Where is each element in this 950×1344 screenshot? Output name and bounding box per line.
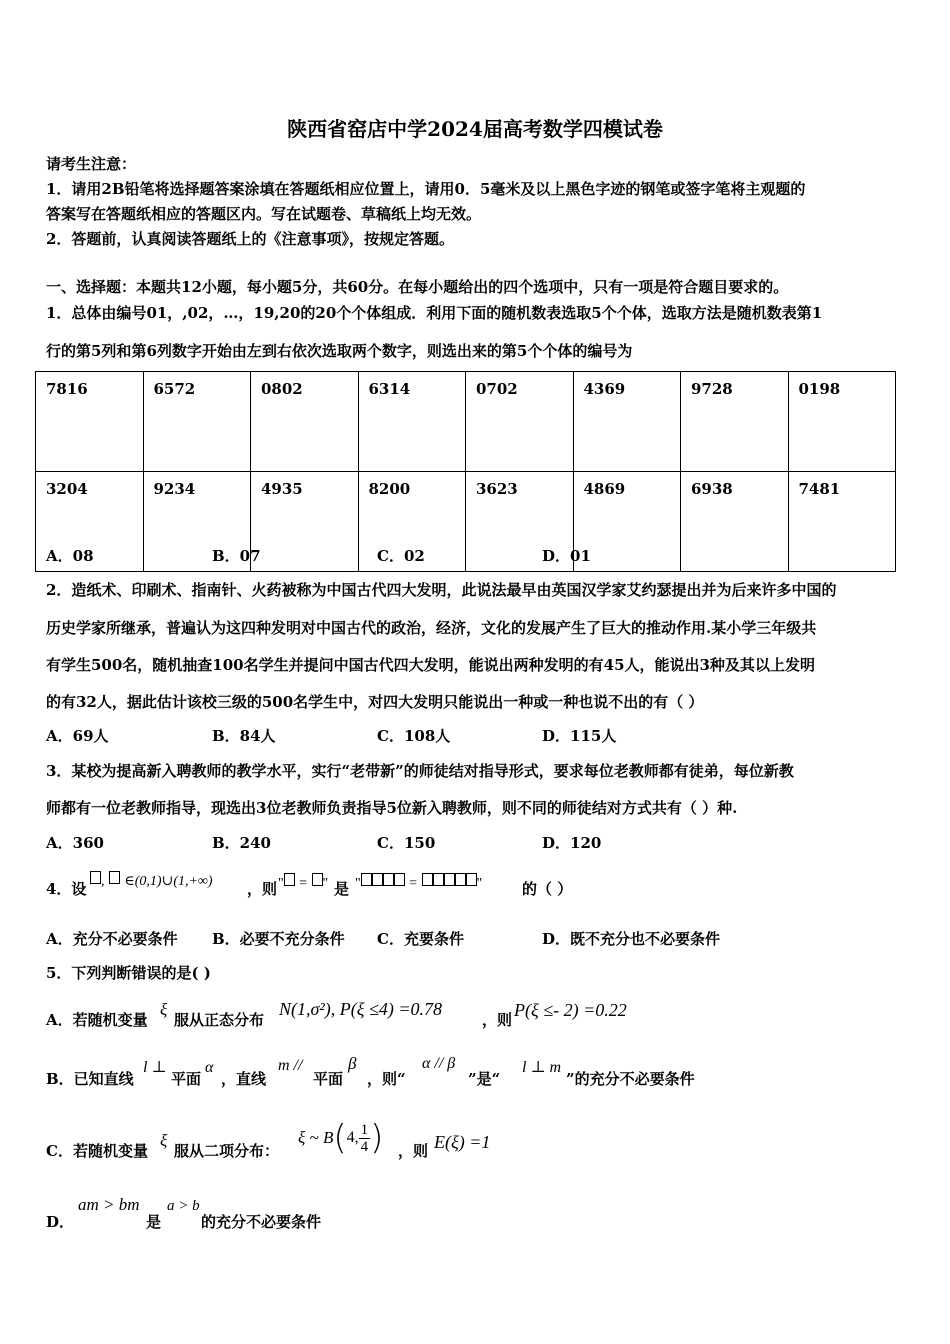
q5-b-text-5: ，则“ (367, 1070, 406, 1088)
q1-line-1: 1．总体由编号01，,02，…，19,20的20个个体组成．利用下面的随机数表选取5个个体，选取方法是随机数表第1 (46, 304, 823, 322)
q2-line-2: 历史学家所继承，普遍认为这四种发明对中国古代的政治，经济，文化的发展产生了巨大的推动作用.某小学三年级共 (46, 619, 817, 637)
binomial-fraction (359, 1122, 371, 1155)
alpha-parallel-beta: α // β (422, 1055, 456, 1072)
notice-line-2: 答案写在答题纸相应的答题区内。写在试题卷、草稿纸上均无效。 (46, 205, 482, 223)
q4-option-d: D．既不充分也不必要条件 (542, 930, 721, 948)
q5-d-text-3: 的充分不必要条件 (201, 1213, 322, 1231)
q5-d-text-1: D． (46, 1213, 75, 1231)
notice-line-1: 1．请用2B铅笔将选择题答案涂填在答题纸相应位置上，请用0．5毫米及以上黑色字迹的钢笔或签字笔将主观题的 (46, 180, 806, 198)
table-cell: 6572 (143, 372, 251, 472)
q3-line-2: 师都有一位老教师指导，现选出3位老教师负责指导5位新入聘教师，则不同的师徒结对方式共有（ ）种. (46, 799, 738, 817)
q4-suffix: 的（ ） (522, 880, 573, 898)
q1-option-d: D．01 (542, 547, 591, 565)
q5-a-formula-1: N(1,σ²), P(ξ ≤4) =0.78 (279, 999, 442, 1019)
q2-line-4: 的有32人，据此估计该校三级的500名学生中，对四大发明只能说出一种或一种也说不出的有（ ） (46, 693, 704, 711)
q5-stem: 5．下列判断错误的是( ) (46, 964, 211, 982)
q5-b-text-6: ”是“ (468, 1070, 501, 1088)
q3-line-1: 3．某校为提高新入聘教师的教学水平，实行“老带新”的师徒结对指导形式，要求每位老教师都有徒弟，每位新教 (46, 762, 794, 780)
q4-condition: , ∈(0,1)∪(1,+∞) (90, 871, 213, 890)
q4-mid-2: 是 (334, 880, 350, 898)
q4-prefix: 4．设 (46, 880, 87, 898)
table-cell: 7816 (36, 372, 144, 472)
notice-line-3: 2．答题前，认真阅读答题纸上的《注意事项》，按规定答题。 (46, 230, 454, 248)
table-cell: 0802 (251, 372, 359, 472)
beta-symbol: β (348, 1054, 357, 1073)
q5-a-text-2: 服从正态分布 (174, 1011, 265, 1029)
alpha-symbol: α (205, 1059, 214, 1076)
table-cell: 6938 (681, 472, 789, 572)
section-heading: 一、选择题：本题共12小题，每小题5分，共60分。在每小题给出的四个选项中，只有一项是符合题目要求的。 (46, 278, 789, 296)
table-cell: 3623 (466, 472, 574, 572)
notice-heading: 请考生注意： (46, 155, 137, 173)
q4-option-a: A．充分不必要条件 (46, 930, 178, 948)
q5-c-formula: E(ξ) =1 (434, 1132, 491, 1152)
q4-mid-1: ，则 (247, 880, 278, 898)
xi-symbol: ξ (160, 1131, 168, 1150)
table-cell: 4869 (573, 472, 681, 572)
q1-line-2: 行的第5列和第6列数字开始由左到右依次选取两个数字，则选出来的第5个个体的编号为 (46, 342, 633, 360)
table-cell: 7481 (788, 472, 896, 572)
table-row (36, 372, 896, 472)
q2-option-b: B．84人 (212, 727, 276, 745)
fraction-numerator: 1 (360, 1121, 369, 1138)
q5-a-text-3: ，则 (482, 1011, 513, 1029)
q3-option-a: A．360 (46, 834, 104, 852)
q5-a-formula-2: P(ξ ≤- 2) =0.22 (514, 1000, 627, 1020)
l-perp-m: l ⊥ m (522, 1059, 562, 1076)
table-cell: 9728 (681, 372, 789, 472)
table-cell: 0198 (788, 372, 896, 472)
q2-line-1: 2．造纸术、印刷术、指南针、火药被称为中国古代四大发明，此说法最早由英国汉学家艾约瑟提出并为后来许多中国的 (46, 581, 837, 599)
q1-option-b: B．07 (212, 547, 261, 565)
q2-option-c: C．108人 (377, 727, 451, 745)
q5-d-formula-2: a > b (167, 1198, 200, 1214)
q3-option-d: D．120 (542, 834, 602, 852)
q5-b-text-2: 平面 (171, 1070, 202, 1088)
q2-line-3: 有学生500名，随机抽查100名学生并提问中国古代四大发明，能说出两种发明的有45人，能说出3种及其以上发明 (46, 656, 815, 674)
table-cell: 8200 (358, 472, 466, 572)
q5-b-text-3: ，直线 (221, 1070, 267, 1088)
q5-b-text-4: 平面 (313, 1070, 344, 1088)
q5-c-text-3: ，则 (398, 1142, 429, 1160)
q5-c-text-2: 服从二项分布： (174, 1142, 280, 1160)
q3-option-b: B．240 (212, 834, 271, 852)
fraction-denominator: 4 (360, 1138, 369, 1155)
q4-formula-2: " = " (355, 873, 482, 892)
binomial-formula: ξ ~ B ( 4, $\frac{1}{4}$ ) (298, 1118, 384, 1158)
table-cell: 3204 (36, 472, 144, 572)
table-cell: 9234 (143, 472, 251, 572)
random-number-table (35, 371, 896, 572)
table-cell: 0702 (466, 372, 574, 472)
q3-option-c: C．150 (377, 834, 436, 852)
q5-c-text-1: C．若随机变量 (46, 1142, 148, 1160)
line-l-perp-symbol: l ⊥ (143, 1059, 167, 1076)
table-cell: 4369 (573, 372, 681, 472)
q2-option-a: A．69人 (46, 727, 109, 745)
q5-b-text-7: ”的充分不必要条件 (566, 1070, 695, 1088)
q5-d-text-2: 是 (146, 1213, 162, 1231)
page-title: 陕西省窑店中学2024届高考数学四模试卷 (287, 117, 663, 141)
line-m-parallel-symbol: m // (278, 1057, 303, 1074)
table-cell: 4935 (251, 472, 359, 572)
q1-option-c: C．02 (377, 547, 425, 565)
xi-symbol: ξ (160, 1000, 168, 1019)
q1-option-a: A．08 (46, 547, 94, 565)
q2-option-d: D．115人 (542, 727, 617, 745)
table-cell: 6314 (358, 372, 466, 472)
q5-b-text-1: B．已知直线 (46, 1070, 134, 1088)
q4-option-b: B．必要不充分条件 (212, 930, 345, 948)
q4-option-c: C．充要条件 (377, 930, 464, 948)
table-row (36, 472, 896, 572)
q4-formula-1: " = " (278, 873, 328, 892)
q5-a-text-1: A．若随机变量 (46, 1011, 148, 1029)
q5-d-formula-1: am > bm (78, 1195, 140, 1214)
q4-condition-text: ∈(0,1)∪(1,+∞) (124, 874, 213, 889)
